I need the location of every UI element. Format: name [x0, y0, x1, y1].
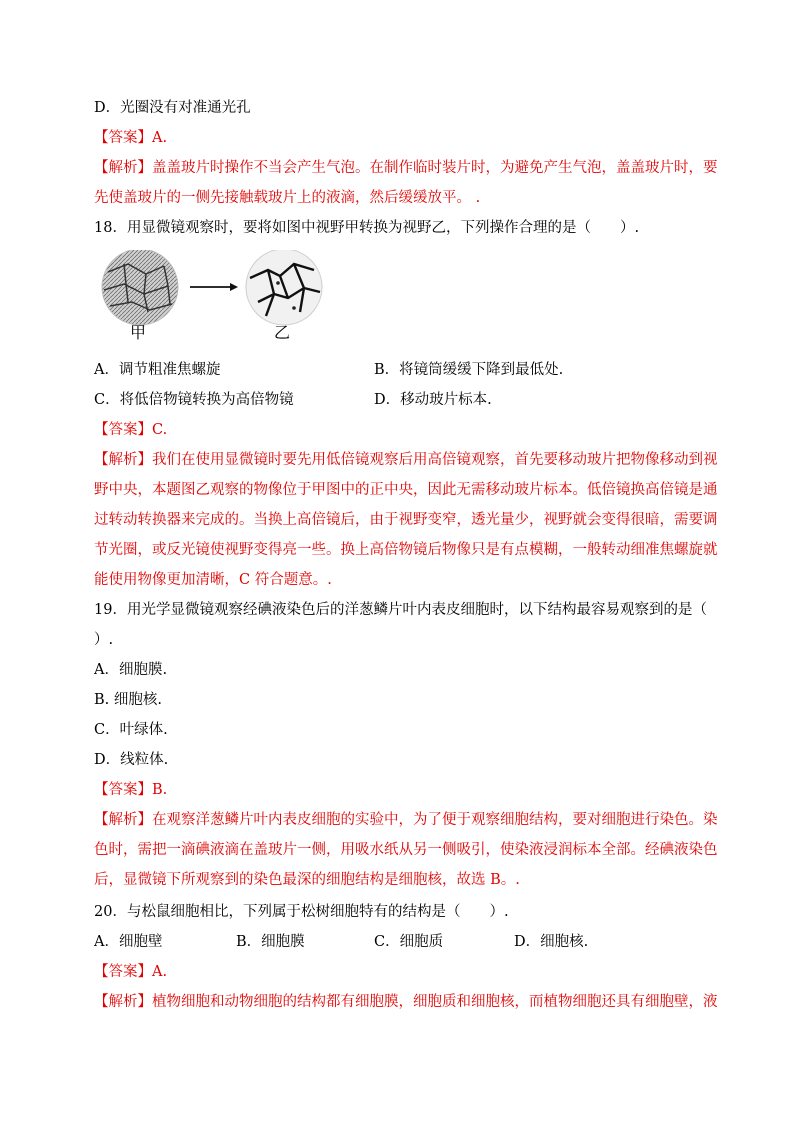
- q17-analysis-line-2: 先使盖玻片的一侧先接触载玻片上的液滴，然后缓缓放平。 .: [94, 190, 481, 206]
- answer-label: 【答案】: [94, 130, 152, 146]
- arrow-icon: [190, 283, 238, 291]
- answer-label: 【答案】: [94, 964, 152, 980]
- q19-option-a: A．细胞膜.: [94, 662, 168, 678]
- q20-option-b: B．细胞膜: [236, 934, 305, 950]
- q18-option-b: B．将镜筒缓缓下降到最低处.: [374, 362, 564, 378]
- q18-analysis-line-5: 能使用物像更加清晰，C 符合题意。.: [94, 572, 332, 588]
- q19-analysis-line-2: 色时，需把一滴碘液滴在盖玻片一侧，用吸水纸从另一侧吸引，使染液浸润标本全部。经碘液染色: [94, 842, 718, 858]
- analysis-label: 【解析】: [94, 452, 152, 468]
- answer-value: A.: [152, 130, 168, 146]
- q18-analysis-line-2: 野中央，本题图乙观察的物像位于甲图中的正中央，因此无需移动玻片标本。低倍镜换高倍镜是通: [94, 482, 718, 498]
- q17-analysis-line-1: 【解析】盖盖玻片时操作不当会产生气泡。在制作临时装片时，为避免产生气泡，盖盖玻片时，要: [94, 160, 718, 176]
- q19-question-line-2: ）.: [94, 632, 114, 648]
- answer-value: B.: [152, 782, 168, 798]
- q19-question-line-1: 19．用光学显微镜观察经碘液染色后的洋葱鳞片叶内表皮细胞时，以下结构最容易观察到的是（: [94, 602, 707, 618]
- q19-analysis-line-1: 【解析】在观察洋葱鳞片叶内表皮细胞的实验中，为了便于观察细胞结构，要对细胞进行染色。染: [94, 812, 718, 828]
- analysis-label: 【解析】: [94, 994, 152, 1010]
- q18-option-c: C．将低倍物镜转换为高倍物镜: [94, 392, 294, 408]
- q18-answer: [94, 420, 167, 440]
- q20-analysis-line-1: 【解析】植物细胞和动物细胞的结构都有细胞膜，细胞质和细胞核，而植物细胞还具有细胞壁，液: [94, 994, 718, 1010]
- q19-option-d: D．线粒体.: [94, 752, 169, 768]
- analysis-label: 【解析】: [94, 160, 152, 176]
- q17-option-d: D．光圈没有对准通光孔: [94, 100, 251, 116]
- q17-answer: [94, 128, 167, 148]
- answer-value: A.: [152, 964, 168, 980]
- q18-analysis-line-3: 过转动转换器来完成的。当换上高倍镜后，由于视野变窄，透光量少，视野就会变得很暗，需要调: [94, 512, 718, 528]
- analysis-label: 【解析】: [94, 812, 152, 828]
- q19-answer: [94, 780, 167, 800]
- q18-option-d: D．移动玻片标本.: [374, 392, 492, 408]
- q18-question: 18．用显微镜观察时，要将如图中视野甲转换为视野乙，下列操作合理的是（ ）.: [94, 220, 640, 236]
- label-yi: 乙: [274, 323, 291, 342]
- q20-option-c: C．细胞质: [374, 934, 444, 950]
- q20-question: 20．与松鼠细胞相比，下列属于松树细胞特有的结构是（ ）.: [94, 904, 509, 920]
- q20-option-d: D．细胞核.: [514, 934, 589, 950]
- answer-label: 【答案】: [94, 782, 152, 798]
- q18-analysis-line-1: 【解析】我们在使用显微镜时要先用低倍镜观察后用高倍镜观察，首先要移动玻片把物像移动到视: [94, 452, 718, 468]
- q19-option-c: C．叶绿体.: [94, 722, 168, 738]
- q19-option-b: B. 细胞核.: [94, 692, 162, 708]
- answer-label: 【答案】: [94, 422, 152, 438]
- view-jia-circle: [102, 250, 178, 325]
- microscope-figure: [98, 250, 338, 350]
- q20-option-a: A．细胞壁: [94, 934, 163, 950]
- q18-option-a: A．调节粗准焦螺旋: [94, 362, 221, 378]
- q19-analysis-line-3: 后，显微镜下所观察到的染色最深的细胞结构是细胞核，故选 B。.: [94, 872, 520, 888]
- view-yi-circle: [246, 250, 322, 325]
- answer-value: C.: [152, 422, 168, 438]
- q18-analysis-line-4: 节光圈，或反光镜使视野变得亮一些。换上高倍物镜后物像只是有点模糊，一般转动细准焦螺旋就: [94, 542, 718, 558]
- label-jia: 甲: [130, 323, 147, 342]
- q20-answer: [94, 962, 167, 982]
